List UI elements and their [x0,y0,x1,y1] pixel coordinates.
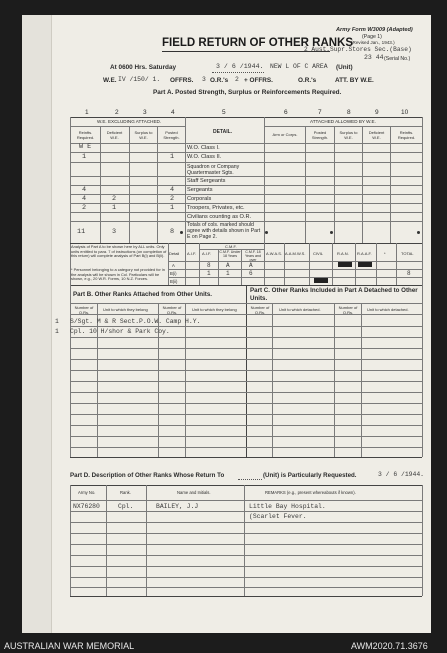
grid-line [244,485,245,596]
row-line [70,203,422,204]
attached-header: ATTACHED ALLOWED BY W.E. [310,119,376,124]
ruled-line [70,414,422,415]
grid-line [70,285,71,457]
grid-line [355,243,356,285]
analysis-header: R.A.A.F. [357,251,372,256]
page-label: (Page 1) [362,34,382,40]
col-number: 5 [222,109,226,116]
ruled-line [70,555,422,556]
analysis-header: A.I.F. [202,251,212,256]
redacted-block [358,262,372,267]
row-detail: W.O. Class II. [187,154,222,160]
ruled-line [70,337,422,338]
grid-line [422,485,423,596]
attached-count: 1 [55,328,59,335]
cell-value: 1 [170,204,175,212]
part-c-title: Part C. Other Ranks Included in Part A Detached to Other Units. [250,287,418,302]
plus-offrs-label: + OFFRS. [244,77,273,84]
attached-entry: Cpl. 10 H/shor & Park Coy. [70,328,170,335]
part-d-date: 3 / 6 /1944. [378,471,425,478]
serial-label: (Serial No.) [384,56,411,62]
col-header: Surplus to W.E. [134,130,153,140]
ruled-line [70,392,422,393]
analysis-header: * [384,251,386,256]
part-a-top-rule [70,117,422,118]
grid-line [309,243,310,285]
part-divider [246,285,247,457]
ruled-line [70,425,422,426]
unit-typed: 2 Aust.Supr.Stores Sec.(Base) [304,46,412,53]
analysis-header: A.W.A.S. [266,251,283,256]
grid-line [146,485,147,596]
grid-line [168,243,169,285]
offrs-label: OFFRS. [170,77,194,84]
att-label: ATT. BY W.E. [335,77,374,84]
ruled-line [70,348,422,349]
ruled-line [70,511,422,512]
part-d-top-rule [70,485,422,486]
date-dots [212,72,264,73]
part-d-header: Army No. [78,490,96,495]
army-form-label: Army Form W3009 (Adapted) [336,27,413,33]
grid-line [106,485,107,596]
part-c-header: Number of O.Rs. [338,305,358,315]
ruled-line [70,436,422,437]
grid-line [264,243,265,285]
grid-line [264,126,422,127]
we-label: W.E. [103,77,117,84]
soldier-name: BAILEY, J.J [156,503,199,510]
grid-line [264,117,265,243]
row-detail: Sergeants [187,187,213,193]
attached-entry: S/Sgt. M & R Sect.P.O.W. Camp H.Y. [70,318,201,325]
part-d-header: Name and Initials. [177,490,211,495]
col-header: Posted Strength. [163,130,180,140]
col-header: Deficient W.E. [106,130,123,140]
col-number: 4 [171,109,175,116]
col-header: Reinfts. Required. [397,130,416,140]
row-detail: Civilians counting as O.R. [187,214,252,220]
analysis-value: A [249,262,253,269]
grid-line [422,117,423,285]
grid-line [70,500,422,501]
cell-value: 2 [82,204,87,212]
analysis-note: Analysis of Part A to be shown here by ALL units. Only units entitled to para. 7 of instructions (on completion of this return) will complete analysis of Part B(i) and B(ii). [71,244,167,259]
ruled-line [70,381,422,382]
grid-line [185,117,186,243]
part-c-header: Number of O.Rs. [250,305,270,315]
row-detail: Squadron or Company Quartermaster Sgts. [187,164,240,176]
grid-line [70,143,422,144]
redacted-block [314,278,328,283]
analysis-value: A [226,262,230,269]
cell-value: 1 [170,153,175,161]
analysis-row-label: A [172,263,175,268]
col-number: 3 [143,109,147,116]
analysis-header: A.A.M.W.S. [285,251,306,256]
personnel-note: * Personnel belonging to a category not provided for in the analysis will be shown in Col. Particulars will be shown, e.g., 20 W.R. Forms, 10 N.Z. Forces. [71,267,165,282]
analysis-header: A.I.F. [187,251,197,256]
analysis-value: 6 [249,270,253,277]
col-number: 8 [347,109,351,116]
row-detail: Staff Sergeants [187,178,226,184]
col-number: 9 [375,109,379,116]
cell-value: W E [79,143,92,151]
row-line [70,162,422,163]
cell-value: 1 [112,204,117,212]
analysis-header: R.A.N. [337,251,349,256]
revised-label: (Revised Jan., 1943.) [351,40,395,45]
cell-value: 4 [82,186,87,194]
army-number: NX76280 [73,503,100,510]
row-line [70,176,422,177]
part-d-dots [238,479,262,480]
totals-detail: Totals of cols. marked should agree with details shown in Part E on Page 2. [187,222,261,240]
part-bc-bottom-rule [70,457,422,458]
unit-label: (Unit) [336,64,353,71]
grid-line [168,277,422,278]
cell-value: 1 [82,153,87,161]
ruled-line [70,326,422,327]
part-d-header: REMARKS (e.g., present whereabouts if known). [265,490,356,495]
grid-line [70,485,71,596]
ruled-line [70,587,422,588]
col-header: Deficient W.E. [368,130,385,140]
archive-id: AWM2020.71.3676 [351,641,428,651]
cell-value: 2 [112,195,117,203]
row-detail: Corporals [187,196,212,202]
totals-marker [180,231,183,234]
analysis-row-label: B(ii) [170,279,178,284]
col-number: 6 [284,109,288,116]
col-header: Surplus to W.E. [339,130,358,140]
part-d-bottom-rule [70,596,422,597]
row-line [70,212,422,213]
col-header: Reinfts. Required. [76,130,95,140]
row-line [70,194,422,195]
ruled-line [70,544,422,545]
cell-value: 4 [82,195,87,203]
rank: Cpl. [118,503,134,510]
col-number: 10 [401,109,409,116]
grid-line [284,243,285,285]
area-typed: NEW L OF C AREA [270,63,328,70]
detail-header: DETAIL. [213,129,233,135]
redacted-block [338,262,352,267]
part-b-header: Number of O.Rs. [74,305,94,315]
grid-line [185,243,186,285]
grid-line [376,243,377,285]
part-b-header: Unit to which they belong [103,307,148,312]
ruled-line [70,522,422,523]
col-number: 2 [115,109,119,116]
analysis-value: 1 [226,270,230,277]
we-excluding-header: W.E. EXCLUDING ATTACHED. [97,119,162,124]
ruled-line [70,370,422,371]
row-detail: W.O. Class I. [187,145,220,151]
totals-marker [330,231,333,234]
cell-value: 2 [170,195,175,203]
col-header: Posted Strength. [311,130,329,140]
ors-value: 2 [235,76,239,83]
ruled-line [70,577,422,578]
grid-line [422,285,423,457]
row-detail: Troopers, Privates, etc. [187,205,245,211]
cell-value: 8 [170,228,175,236]
cell-value: 4 [170,186,175,194]
ruled-line [70,533,422,534]
totals-marker [265,231,268,234]
we-value: IV /150/ 1. [118,76,161,83]
part-b-header: Unit to which they belong [192,307,237,312]
serial-no: 23 44 [364,54,384,61]
col-number: 7 [318,109,322,116]
ruled-line [70,447,422,448]
analysis-value: 1 [207,270,211,277]
part-a-title: Part A. Posted Strength, Surplus or Reinforcements Required. [153,89,342,96]
part-d-title: Part D. Description of Other Ranks Whose Return To [70,472,225,479]
ors-label: O.R.'s [210,77,229,84]
analysis-header: C.M.F. Under 18 Years [219,250,241,258]
grid-line [70,126,185,127]
analysis-row-label: B(i) [170,271,177,276]
analysis-header: TOTAL [401,251,414,256]
col-number: 1 [85,109,89,116]
cell-value: 11 [77,228,86,236]
analysis-value: 8 [207,262,211,269]
ruled-line [70,403,422,404]
form-title: FIELD RETURN OF OTHER RANKS [162,37,354,49]
cell-value: 3 [112,228,117,236]
archive-credit: AUSTRALIAN WAR MEMORIAL [4,641,135,651]
return-date: 3 / 6 /1944. [216,63,264,70]
part-d-header: Rank. [120,490,131,495]
analysis-total: 8 [407,270,411,277]
grid-line [396,243,397,285]
grid-line [332,243,333,285]
col-header: Arm or Corps. [272,132,298,137]
part-c-header: Unit to which detached. [279,307,321,312]
totals-marker [417,231,420,234]
binding-strip [22,15,52,633]
remarks: (Scarlet Fever. [249,513,307,520]
attached-count: 1 [55,318,59,325]
row-line [70,152,422,153]
part-d-title-2: (Unit) is Particularly Requested. [263,472,357,479]
grid-line [70,303,422,304]
ruled-line [70,359,422,360]
offrs-value: 3 [202,76,206,83]
time-line: At 0600 Hrs. Saturday [110,64,177,71]
analysis-header: Detail [169,251,180,256]
part-b-header: Number of O.Rs. [162,305,182,315]
cmf-label: C.M.F. [225,244,237,249]
grid-line [70,314,422,315]
part-b-title: Part B. Other Ranks Attached from Other Units. [73,291,213,298]
row-line [70,185,422,186]
ors-label-2: O.R.'s [298,77,317,84]
ruled-line [70,566,422,567]
analysis-header: C.M.F. 18 Years and over [244,250,262,262]
remarks: Little Bay Hospital. [249,503,326,510]
analysis-header: CIVIL [313,251,324,256]
part-c-header: Unit to which detached. [367,307,409,312]
